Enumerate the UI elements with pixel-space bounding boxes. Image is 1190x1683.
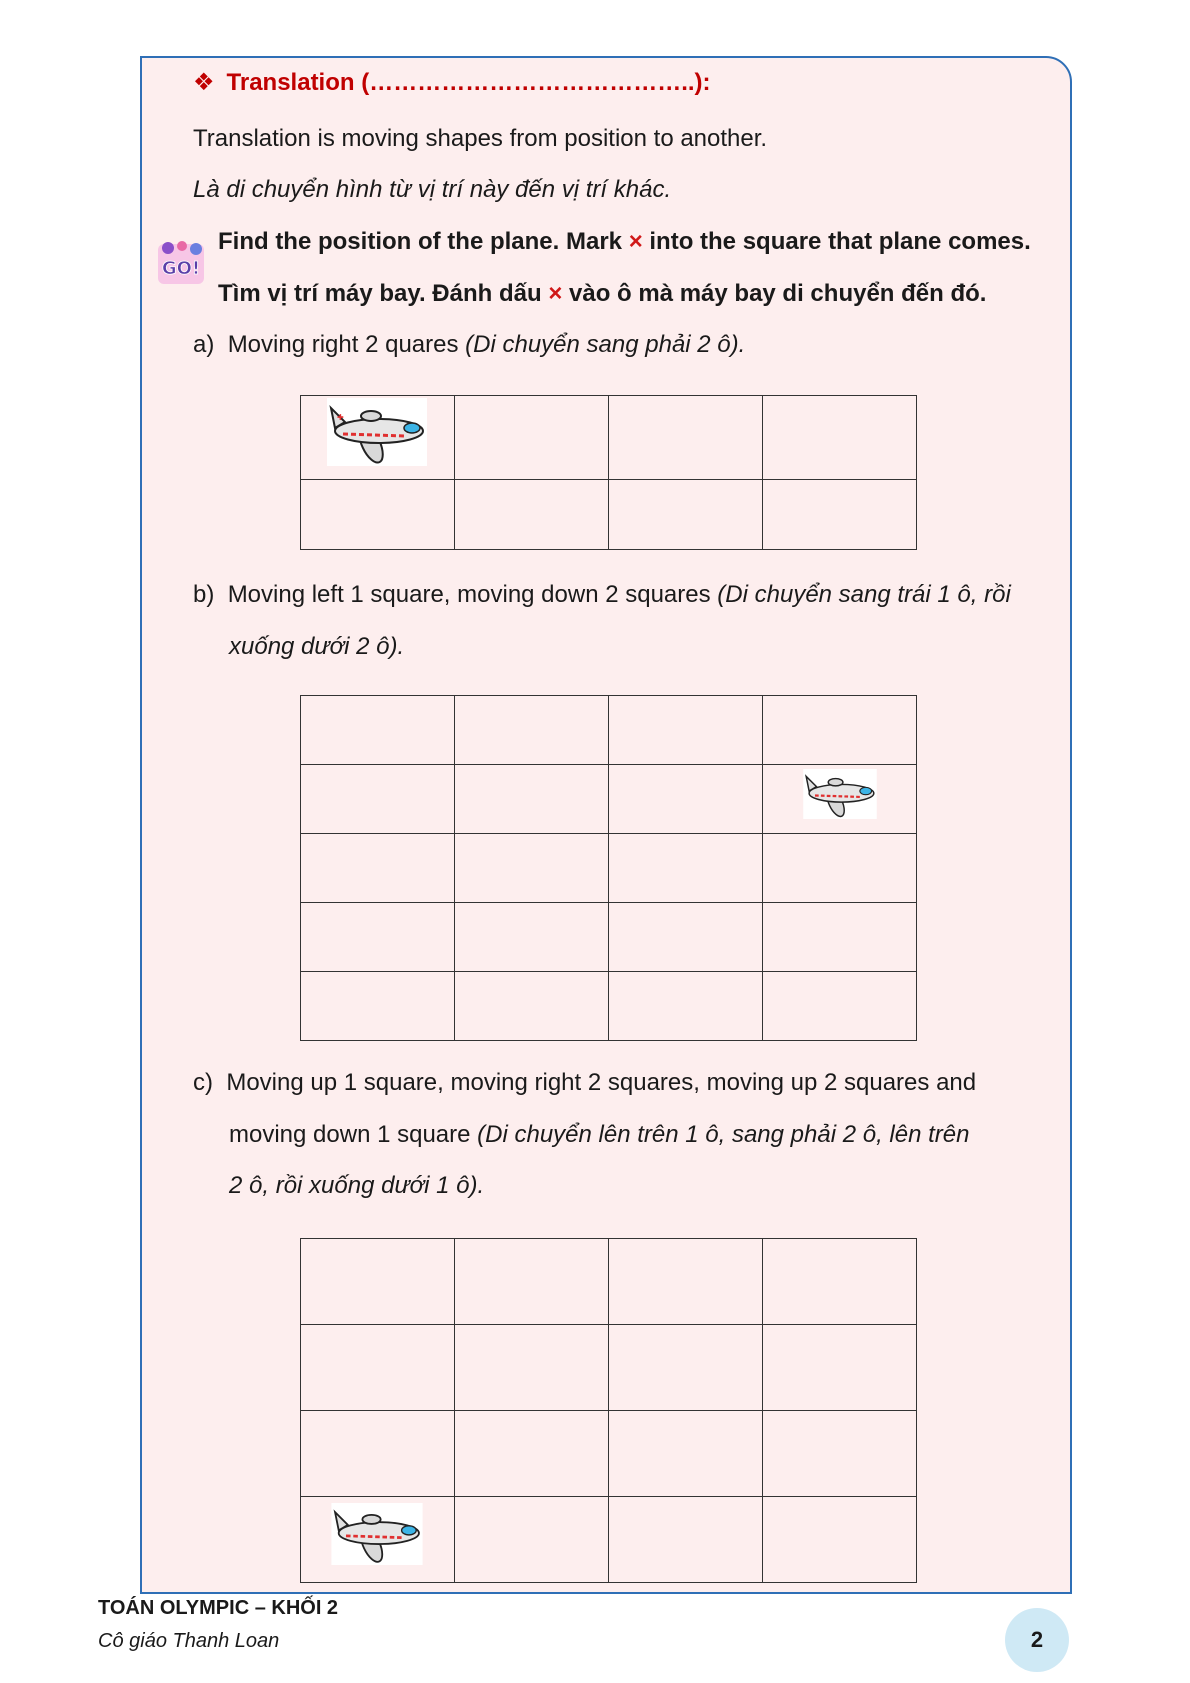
- grid-cell[interactable]: [609, 480, 763, 550]
- exercise-c-line1: [193, 1068, 976, 1098]
- go-sticker-icon: [156, 238, 206, 288]
- grid-cell[interactable]: [609, 834, 763, 903]
- grid-cell[interactable]: [301, 903, 455, 972]
- exercise-b-text: [193, 580, 1011, 610]
- instruction-en: [218, 227, 1031, 257]
- grid-a: [300, 395, 917, 550]
- exercise-c-label: c): [193, 1069, 213, 1096]
- exercise-c-vi-line2: (Di chuyển lên trên 1 ô, sang phải 2 ô, lên trên: [477, 1121, 970, 1148]
- grid-cell[interactable]: [609, 1411, 763, 1497]
- grid-cell[interactable]: [301, 396, 455, 480]
- grid-cell[interactable]: [763, 1497, 917, 1583]
- grid-cell[interactable]: [301, 1325, 455, 1411]
- grid-cell[interactable]: [301, 1497, 455, 1583]
- exercise-b-en: Moving left 1 square, moving down 2 squares: [227, 581, 711, 608]
- grid-cell[interactable]: [455, 396, 609, 480]
- grid-cell[interactable]: [763, 834, 917, 903]
- grid-cell[interactable]: [763, 972, 917, 1041]
- definition-en: Translation is moving shapes from position to another.: [193, 125, 768, 152]
- grid-b: [300, 695, 917, 1041]
- instruction-en-pre: Find the position of the plane. Mark: [218, 228, 623, 255]
- exercise-b-vi-line1: (Di chuyển sang trái 1 ô, rồi: [717, 581, 1011, 608]
- grid-cell[interactable]: [763, 1411, 917, 1497]
- grid-cell[interactable]: [301, 834, 455, 903]
- grid-cell[interactable]: [301, 696, 455, 765]
- grid-c: [300, 1238, 917, 1583]
- footer-title: TOÁN OLYMPIC – KHỐI 2: [98, 1597, 339, 1619]
- grid-cell[interactable]: [763, 765, 917, 834]
- instruction-en-post: into the square that plane comes.: [649, 228, 1031, 255]
- grid-cell[interactable]: [455, 903, 609, 972]
- grid-cell[interactable]: [763, 696, 917, 765]
- definition-vi: Là di chuyển hình từ vị trí này đến vị trí khác.: [193, 176, 672, 203]
- grid-cell[interactable]: [455, 834, 609, 903]
- diamond-bullet-icon: ❖: [193, 69, 215, 96]
- grid-cell[interactable]: [763, 480, 917, 550]
- exercise-c-line2: [229, 1120, 969, 1150]
- page-number-badge: 2: [1005, 1608, 1069, 1672]
- section-title: [193, 68, 711, 98]
- grid-cell[interactable]: [455, 1497, 609, 1583]
- grid-cell[interactable]: [609, 1239, 763, 1325]
- exercise-c-vi-line3: 2 ô, rồi xuống dưới 1 ô).: [229, 1172, 485, 1199]
- footer-subtitle: Cô giáo Thanh Loan: [98, 1630, 280, 1652]
- grid-cell[interactable]: [455, 1411, 609, 1497]
- grid-cell[interactable]: [455, 765, 609, 834]
- grid-cell[interactable]: [455, 1239, 609, 1325]
- grid-cell[interactable]: [301, 1239, 455, 1325]
- exercise-a-text: [193, 330, 745, 360]
- plane-icon: [803, 769, 877, 819]
- grid-cell[interactable]: [763, 1239, 917, 1325]
- instruction-vi-pre: Tìm vị trí máy bay. Đánh dấu: [218, 280, 542, 307]
- exercise-a-vi: (Di chuyển sang phải 2 ô).: [465, 331, 746, 358]
- plane-icon: [331, 1503, 423, 1565]
- grid-cell[interactable]: [455, 972, 609, 1041]
- instruction-vi-post: vào ô mà máy bay di chuyển đến đó.: [569, 280, 987, 307]
- grid-cell[interactable]: [763, 1325, 917, 1411]
- exercise-a-en: Moving right 2 quares: [227, 331, 459, 358]
- exercise-b-label: b): [193, 581, 215, 608]
- svg-text:✚: ✚: [337, 413, 344, 422]
- cross-mark-icon: ×: [628, 228, 643, 255]
- cross-mark-icon: ×: [548, 280, 563, 307]
- exercise-c-en-line1: Moving up 1 square, moving right 2 squares, moving up 2 squares and: [226, 1069, 977, 1096]
- exercise-b-vi-line2: xuống dưới 2 ô).: [229, 633, 405, 660]
- grid-cell[interactable]: [301, 1411, 455, 1497]
- grid-cell[interactable]: [455, 1325, 609, 1411]
- section-title-text: Translation (…………………………………..):: [226, 69, 711, 96]
- instruction-vi: [218, 279, 986, 309]
- grid-cell[interactable]: [609, 696, 763, 765]
- grid-cell[interactable]: [301, 480, 455, 550]
- grid-cell[interactable]: [763, 396, 917, 480]
- exercise-c-en-line2: moving down 1 square: [229, 1121, 471, 1148]
- grid-cell[interactable]: [609, 1497, 763, 1583]
- grid-cell[interactable]: [301, 972, 455, 1041]
- grid-cell[interactable]: [609, 972, 763, 1041]
- grid-cell[interactable]: [609, 1325, 763, 1411]
- grid-cell[interactable]: [455, 696, 609, 765]
- grid-cell[interactable]: [609, 396, 763, 480]
- exercise-a-label: a): [193, 331, 215, 358]
- grid-cell[interactable]: [301, 765, 455, 834]
- grid-cell[interactable]: [609, 903, 763, 972]
- grid-cell[interactable]: [455, 480, 609, 550]
- grid-cell[interactable]: [609, 765, 763, 834]
- plane-icon: [327, 398, 427, 466]
- go-icon-text: GO!: [161, 258, 201, 279]
- grid-cell[interactable]: [763, 903, 917, 972]
